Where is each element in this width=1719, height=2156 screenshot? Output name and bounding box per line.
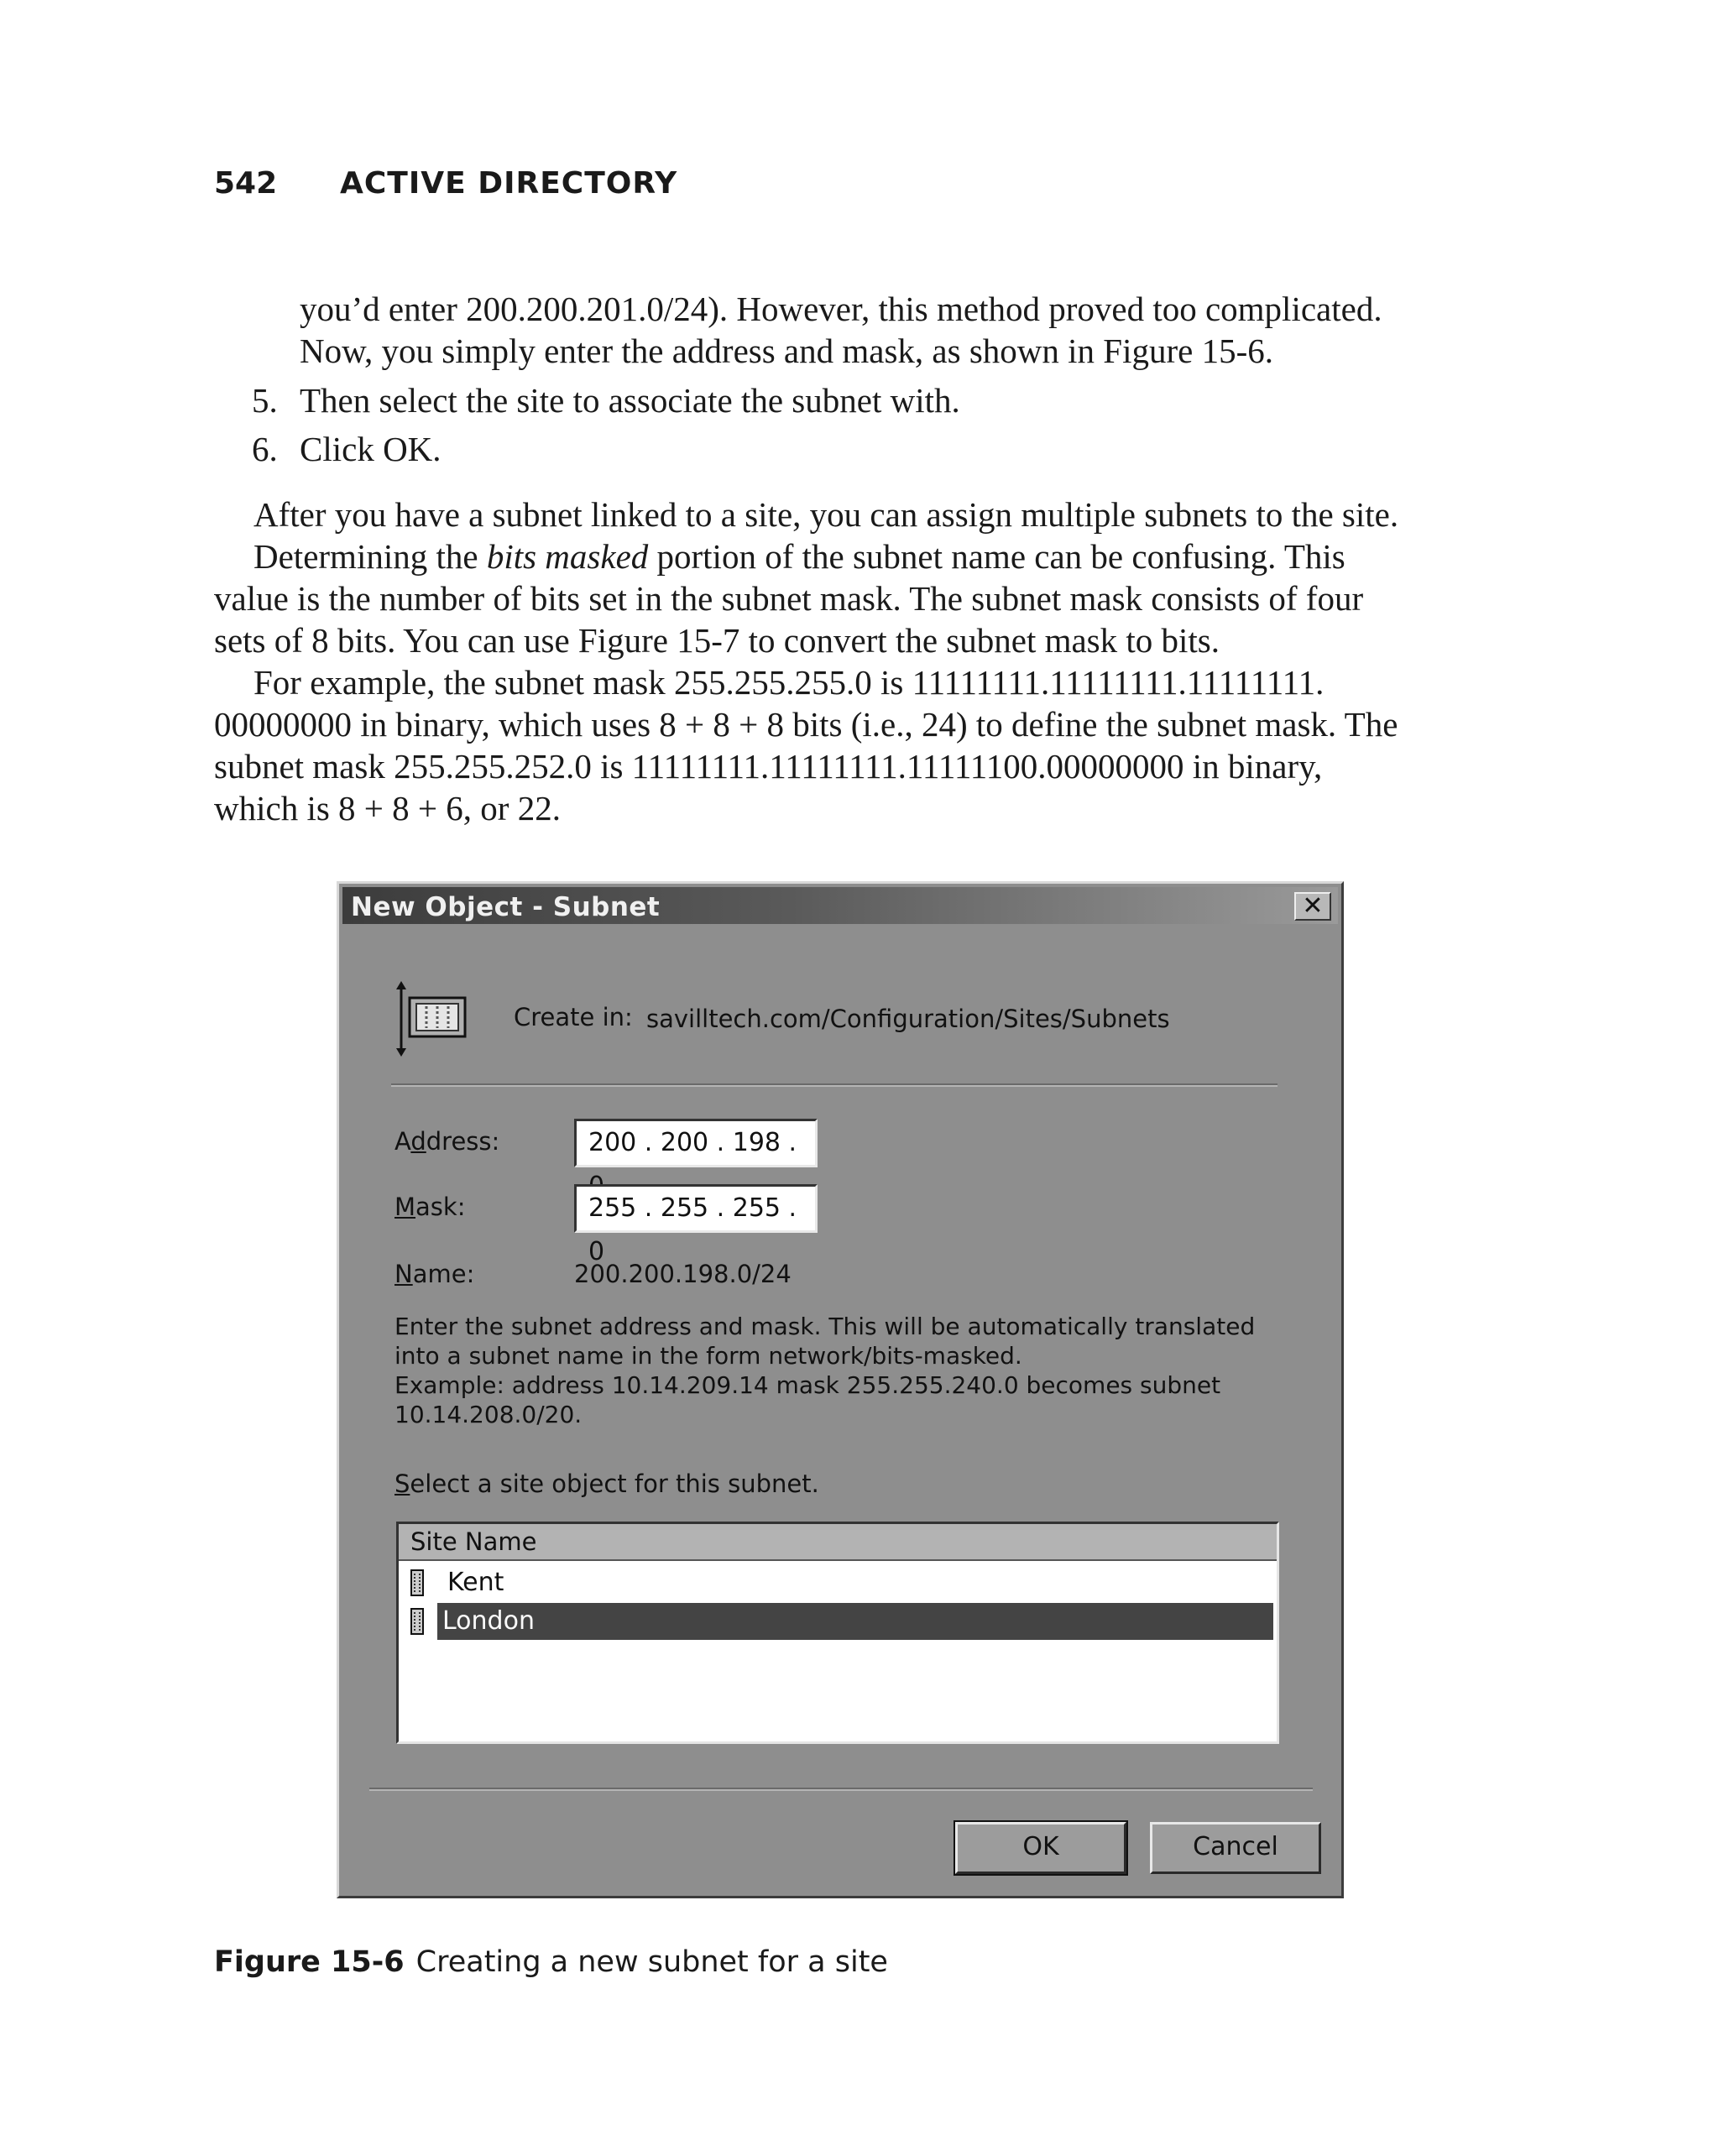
dialog-title: New Object - Subnet <box>351 892 661 922</box>
step-number: 5. <box>252 381 278 420</box>
ok-button[interactable]: OK <box>955 1822 1126 1874</box>
dialog-titlebar[interactable] <box>342 887 1338 924</box>
continuation-line-2: Now, you simply enter the address and mask, as shown in Figure 15-6. <box>300 331 1273 370</box>
divider <box>369 1788 1313 1791</box>
address-label: Address: <box>394 1127 500 1156</box>
create-in-label: Create in: <box>514 1003 633 1031</box>
italic-term: bits masked <box>486 537 649 576</box>
name-label: Name: <box>394 1260 475 1288</box>
site-list[interactable] <box>396 1522 1279 1744</box>
select-site-label: Select a site object for this subnet. <box>394 1470 819 1498</box>
chapter-title: ACTIVE DIRECTORY <box>340 166 678 201</box>
column-header-site-name[interactable]: Site Name <box>399 1524 1277 1561</box>
step-text: Click OK. <box>300 430 442 468</box>
site-icon <box>410 1608 424 1635</box>
step-text: Then select the site to associate the subnet with. <box>300 381 960 420</box>
page-number: 542 <box>214 166 278 201</box>
paragraph-3-line-3: subnet mask 255.255.252.0 is 11111111.11111111.11111100.00000000 in binary, <box>214 747 1323 786</box>
running-header <box>214 166 677 201</box>
paragraph-1: After you have a subnet linked to a site, you can assign multiple subnets to the site. <box>253 495 1399 534</box>
cancel-button[interactable]: Cancel <box>1150 1822 1321 1874</box>
site-row-kent[interactable] <box>399 1564 1277 1601</box>
paragraph-2-line-2: value is the number of bits set in the subnet mask. The subnet mask consists of four <box>214 579 1364 618</box>
paragraph-3-line-4: which is 8 + 8 + 6, or 22. <box>214 789 561 827</box>
close-icon: ✕ <box>1302 891 1324 921</box>
step-number: 6. <box>252 430 278 468</box>
figure-caption-text: Creating a new subnet for a site <box>415 1945 888 1979</box>
mask-label: Mask: <box>394 1193 466 1221</box>
close-button[interactable] <box>1294 892 1331 921</box>
paragraph-2-line-3: sets of 8 bits. You can use Figure 15-7 to convert the subnet mask to bits. <box>214 621 1220 660</box>
site-row-london[interactable] <box>399 1603 1277 1640</box>
new-object-subnet-dialog <box>337 881 1344 1898</box>
paragraph-2-line-1: Determining the bits masked portion of the subnet name can be confusing. This <box>253 537 1345 576</box>
subnet-name-value: 200.200.198.0/24 <box>574 1260 792 1288</box>
subnet-description: Enter the subnet address and mask. This will be automatically translated into a subnet name in the form network/bits-masked. Example: address 10.14.209.14 mask 255.255.240.0 becomes subnet 10.14.208.0/20. <box>394 1313 1256 1428</box>
site-icon <box>410 1569 424 1596</box>
figure-caption <box>214 1945 888 1979</box>
divider <box>391 1083 1277 1087</box>
site-name: London <box>437 1603 1273 1640</box>
figure-label: Figure 15-6 <box>214 1945 405 1979</box>
continuation-line-1: you’d enter 200.200.201.0/24). However, this method proved too complicated. <box>300 290 1382 328</box>
folder-icon <box>393 981 468 1057</box>
address-field[interactable]: 200 . 200 . 198 . <box>574 1119 818 1167</box>
paragraph-3-line-2: 00000000 in binary, which uses 8 + 8 + 8 bits (i.e., 24) to define the subnet mask. The <box>214 705 1398 744</box>
create-in-path: savilltech.com/Configuration/Sites/Subnets <box>646 1005 1170 1033</box>
site-name: Kent <box>447 1568 504 1597</box>
paragraph-3-line-1: For example, the subnet mask 255.255.255.0 is 11111111.11111111.11111111. <box>253 663 1325 702</box>
mask-field[interactable]: 255 . 255 . 255 . 0 <box>574 1184 818 1233</box>
